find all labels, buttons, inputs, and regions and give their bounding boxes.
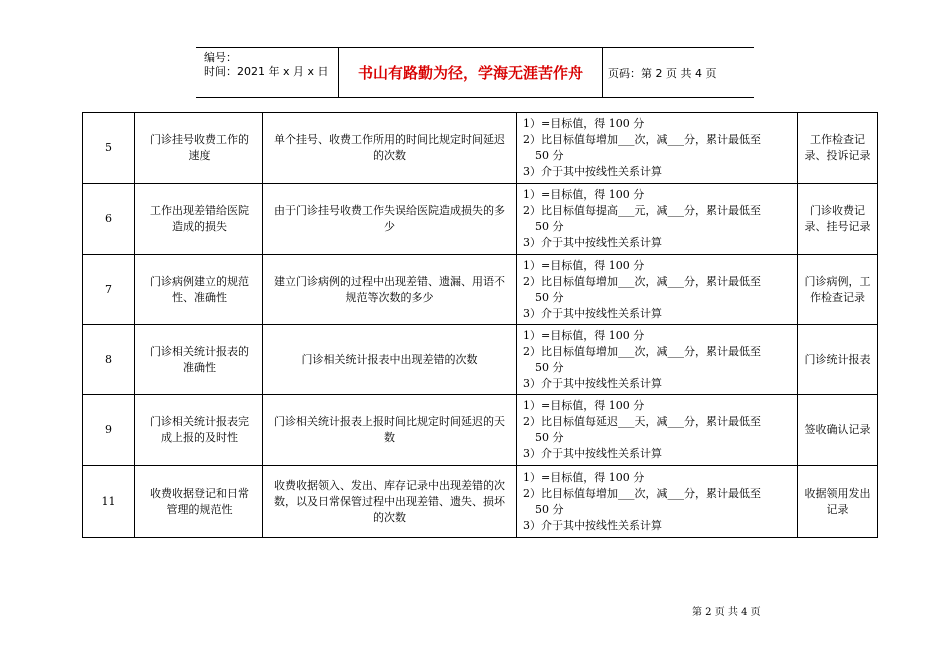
scoring-line: 1）=目标值，得 100 分 <box>523 399 645 412</box>
row-number: 6 <box>83 184 135 255</box>
table-row <box>83 395 878 466</box>
indicator-name: 门诊病例建立的规范性、准确性 <box>135 255 263 325</box>
scoring-line: 50 分 <box>535 149 564 162</box>
table-row <box>83 113 878 184</box>
header-meta <box>196 48 338 97</box>
data-source: 门诊病例，工作检查记录 <box>798 255 878 325</box>
indicator-name: 门诊挂号收费工作的速度 <box>135 113 263 184</box>
scoring-line: 3）介于其中按线性关系计算 <box>523 165 662 178</box>
scoring-line: 1）=目标值，得 100 分 <box>523 117 645 130</box>
indicator-definition: 门诊相关统计报表上报时间比规定时间延迟的天数 <box>263 395 517 466</box>
scoring-line: 2）比目标值每增加___次，减___分，累计最低至 <box>523 486 761 500</box>
scoring-line: 2）比目标值每增加___次，减___分，累计最低至 <box>523 274 761 288</box>
page-footer: 第 2 页 共 4 页 <box>692 607 761 618</box>
indicator-definition: 建立门诊病例的过程中出现差错、遗漏、用语不规范等次数的多少 <box>263 255 517 325</box>
scoring-line: 3）介于其中按线性关系计算 <box>523 236 662 249</box>
row-number: 11 <box>83 466 135 538</box>
data-source: 收据领用发出记录 <box>798 466 878 538</box>
indicator-name: 工作出现差错给医院造成的损失 <box>135 184 263 255</box>
scoring-line: 50 分 <box>535 502 564 516</box>
table-row <box>83 255 878 325</box>
scoring-line: 3）介于其中按线性关系计算 <box>523 447 662 460</box>
scoring-rules <box>517 184 798 255</box>
indicator-name: 收费收据登记和日常管理的规范性 <box>135 466 263 538</box>
indicator-definition: 由于门诊挂号收费工作失误给医院造成损失的多少 <box>263 184 517 255</box>
scoring-line: 3）介于其中按线性关系计算 <box>523 518 662 532</box>
data-source: 门诊收费记录、挂号记录 <box>798 184 878 255</box>
scoring-rules <box>517 395 798 466</box>
data-source: 签收确认记录 <box>798 395 878 466</box>
header-motto: 书山有路勤为径，学海无涯苦作舟 <box>338 48 603 97</box>
number-label: 编号： <box>204 51 237 64</box>
scoring-line: 2）比目标值每提高___元，减___分，累计最低至 <box>523 204 761 217</box>
scoring-line: 2）比目标值每增加___次，减___分，累计最低至 <box>523 133 761 146</box>
indicator-name: 门诊相关统计报表完成上报的及时性 <box>135 395 263 466</box>
scoring-line: 50 分 <box>535 431 564 444</box>
row-number: 8 <box>83 325 135 395</box>
scoring-rules <box>517 113 798 184</box>
scoring-rules <box>517 325 798 395</box>
table-row <box>83 325 878 395</box>
scoring-line: 2）比目标值每延迟___天，减___分，累计最低至 <box>523 415 761 428</box>
kpi-table <box>82 112 878 538</box>
indicator-name: 门诊相关统计报表的准确性 <box>135 325 263 395</box>
header-page-code: 页码：第 2 页 共 4 页 <box>608 66 717 80</box>
scoring-line: 1）=目标值，得 100 分 <box>523 328 645 342</box>
table-row <box>83 466 878 538</box>
indicator-definition: 收费收据领入、发出、库存记录中出现差错的次数，以及日常保管过程中出现差错、遗失、损坏的次数 <box>263 466 517 538</box>
scoring-rules <box>517 255 798 325</box>
scoring-line: 1）=目标值，得 100 分 <box>523 470 645 484</box>
scoring-line: 50 分 <box>535 360 564 374</box>
time-line: 时间：2021 年 x 月 x 日 <box>204 65 329 78</box>
data-source: 门诊统计报表 <box>798 325 878 395</box>
scoring-line: 1）=目标值，得 100 分 <box>523 258 645 272</box>
scoring-line: 50 分 <box>535 290 564 304</box>
row-number: 7 <box>83 255 135 325</box>
page-header <box>196 47 754 98</box>
table-row <box>83 184 878 255</box>
indicator-definition: 单个挂号、收费工作所用的时间比规定时间延迟的次数 <box>263 113 517 184</box>
data-source: 工作检查记录、投诉记录 <box>798 113 878 184</box>
scoring-line: 3）介于其中按线性关系计算 <box>523 306 662 320</box>
row-number: 9 <box>83 395 135 466</box>
scoring-line: 3）介于其中按线性关系计算 <box>523 376 662 390</box>
scoring-line: 2）比目标值每增加___次，减___分，累计最低至 <box>523 344 761 358</box>
scoring-line: 50 分 <box>535 220 564 233</box>
scoring-line: 1）=目标值，得 100 分 <box>523 188 645 201</box>
row-number: 5 <box>83 113 135 184</box>
indicator-definition: 门诊相关统计报表中出现差错的次数 <box>263 325 517 395</box>
scoring-rules <box>517 466 798 538</box>
